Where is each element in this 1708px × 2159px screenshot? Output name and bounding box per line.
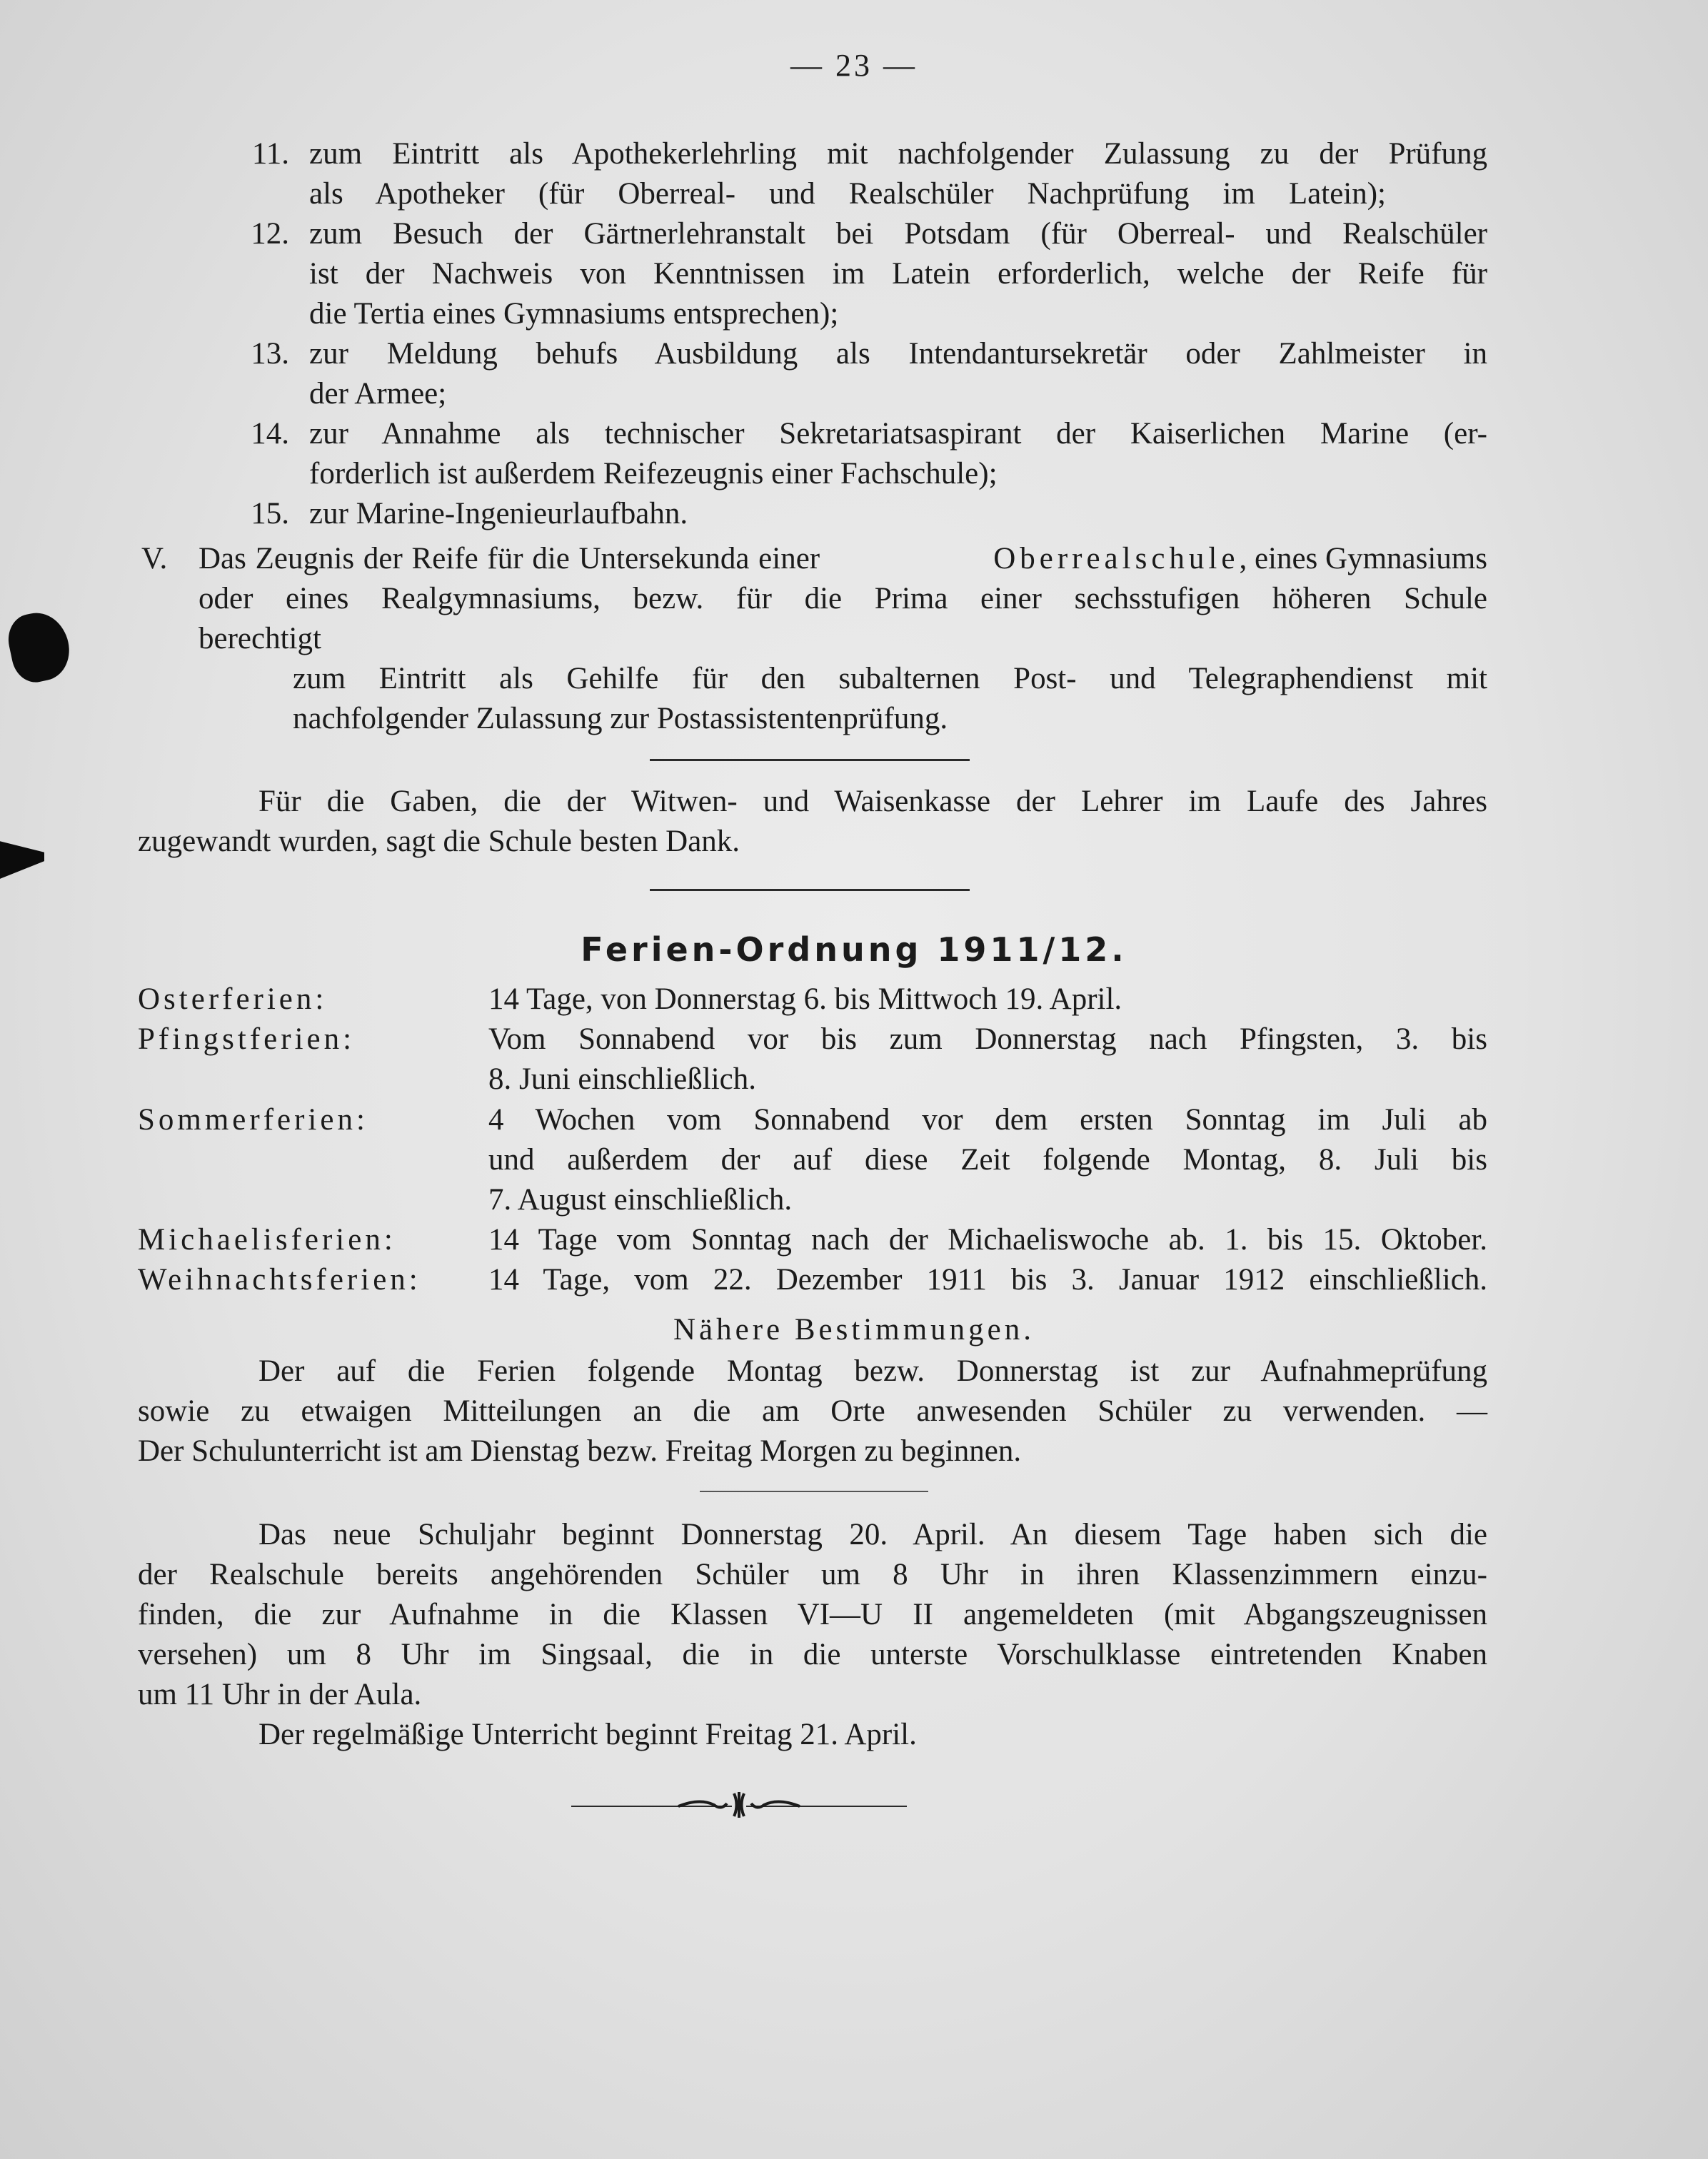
ferien-value-line: Vom Sonnabend vor bis zum Donnerstag nach Pfingsten, 3. bis (488, 1022, 1487, 1056)
details-title: Nähere Bestimmungen. (673, 1313, 1035, 1347)
ferien-value-line: 14 Tage, vom 22. Dezember 1911 bis 3. Januar 1912 einschließlich. (488, 1263, 1487, 1297)
ferien-label: Weihnachtsferien: (138, 1263, 421, 1297)
section-v-line-1-tail: , eines Gymnasiums (1239, 542, 1487, 575)
list-item-line: zur Meldung behufs Ausbildung als Intendantursekretär oder Zahlmeister in (309, 337, 1487, 371)
list-item-number: 11. (251, 137, 289, 171)
schuljahr-line: versehen) um 8 Uhr im Singsaal, die in die unterste Vorschulklasse eintretenden Knaben (138, 1638, 1487, 1671)
list-item-line: zur Annahme als technischer Sekretariatsaspirant der Kaiserlichen Marine (er- (309, 417, 1487, 451)
ferien-value-line: 14 Tage vom Sonntag nach der Michaeliswoche ab. 1. bis 15. Oktober. (488, 1223, 1487, 1257)
page-number: — 23 — (790, 48, 918, 83)
list-item-line: der Armee; (309, 377, 447, 411)
ferien-value-line: 7. August einschließlich. (488, 1183, 793, 1217)
details-line: sowie zu etwaigen Mitteilungen an die am Orte anwesenden Schüler zu verwenden. — (138, 1394, 1487, 1428)
ferien-value-line: 8. Juni einschließlich. (488, 1062, 756, 1096)
ferien-label: Michaelisferien: (138, 1223, 396, 1257)
schuljahr-line: Das neue Schuljahr beginnt Donnerstag 20. April. An diesem Tage haben sich die (258, 1518, 1487, 1551)
divider-rule (650, 889, 970, 891)
ink-blot (4, 608, 75, 687)
list-item-line: die Tertia eines Gymnasiums entsprechen); (309, 297, 839, 331)
section-v-line-1 (199, 539, 1487, 579)
list-item-number: 12. (251, 217, 289, 251)
list-item-number: 15. (251, 497, 289, 530)
details-line: Der Schulunterricht ist am Dienstag bezw. Freitag Morgen zu beginnen. (138, 1434, 1022, 1468)
list-item-line: ist der Nachweis von Kenntnissen im Latein erforderlich, welche der Reife für (309, 257, 1487, 291)
ferien-label: Osterferien: (138, 982, 328, 1016)
ferien-value-line: 4 Wochen vom Sonnabend vor dem ersten Sonntag im Juli ab (488, 1103, 1487, 1137)
schuljahr-line: der Realschule bereits angehörenden Schüler um 8 Uhr in ihren Klassenzimmern einzu- (138, 1558, 1487, 1591)
schuljahr-line: um 11 Uhr in der Aula. (138, 1678, 422, 1711)
schuljahr-line: finden, die zur Aufnahme in die Klassen VI—U II angemeldeten (mit Abgangszeugnissen (138, 1598, 1487, 1631)
divider-rule-short (700, 1491, 928, 1492)
ink-blot (0, 837, 44, 881)
list-item-line: zur Marine-Ingenieurlaufbahn. (309, 497, 688, 530)
list-item-line: forderlich ist außerdem Reifezeugnis einer Fachschule); (309, 457, 998, 490)
schuljahr-last-line: Der regelmäßige Unterricht beginnt Freitag 21. April. (258, 1718, 917, 1751)
list-item-line: zum Eintritt als Apothekerlehrling mit nachfolgender Zulassung zu der Prüfung (309, 137, 1487, 171)
details-line: Der auf die Ferien folgende Montag bezw. Donnerstag ist zur Aufnahmeprüfung (258, 1354, 1487, 1388)
ferien-value-line: 14 Tage, von Donnerstag 6. bis Mittwoch 19. April. (488, 982, 1122, 1016)
section-v-line-1-end (993, 539, 1487, 579)
list-item-number: 14. (251, 417, 289, 451)
section-v-line-3: berechtigt (199, 622, 321, 655)
thanks-line-1: Für die Gaben, die der Witwen- und Waisenkasse der Lehrer im Laufe des Jahres (258, 785, 1487, 818)
section-v-line-5: nachfolgender Zulassung zur Postassistentenprüfung. (293, 702, 948, 735)
list-item-number: 13. (251, 337, 289, 371)
list-item-line: als Apotheker (für Oberreal- und Realschüler Nachprüfung im Latein); (309, 177, 1386, 211)
section-v-line-4: zum Eintritt als Gehilfe für den subalternen Post- und Telegraphendienst mit (293, 662, 1487, 695)
ferien-value-line: und außerdem der auf diese Zeit folgende Montag, 8. Juli bis (488, 1143, 1487, 1177)
divider-rule (650, 759, 970, 761)
section-v-number: V. (141, 542, 168, 575)
ferien-label: Sommerferien: (138, 1103, 368, 1137)
section-v-line-1-text: Das Zeugnis der Reife für die Untersekunda einer (199, 542, 820, 575)
ornament-flourish (571, 1791, 907, 1819)
ferien-label: Pfingstferien: (138, 1022, 356, 1056)
oberrealschule-emphasis: Oberrealschule (993, 542, 1240, 575)
list-item-line: zum Besuch der Gärtnerlehranstalt bei Potsdam (für Oberreal- und Realschüler (309, 217, 1487, 251)
ferien-title: Ferien-Ordnung 1911/12. (581, 930, 1127, 969)
section-v-line-2: oder eines Realgymnasiums, bezw. für die Prima einer sechsstufigen höheren Schule (199, 582, 1487, 615)
thanks-line-2: zugewandt wurden, sagt die Schule besten Dank. (138, 825, 740, 858)
